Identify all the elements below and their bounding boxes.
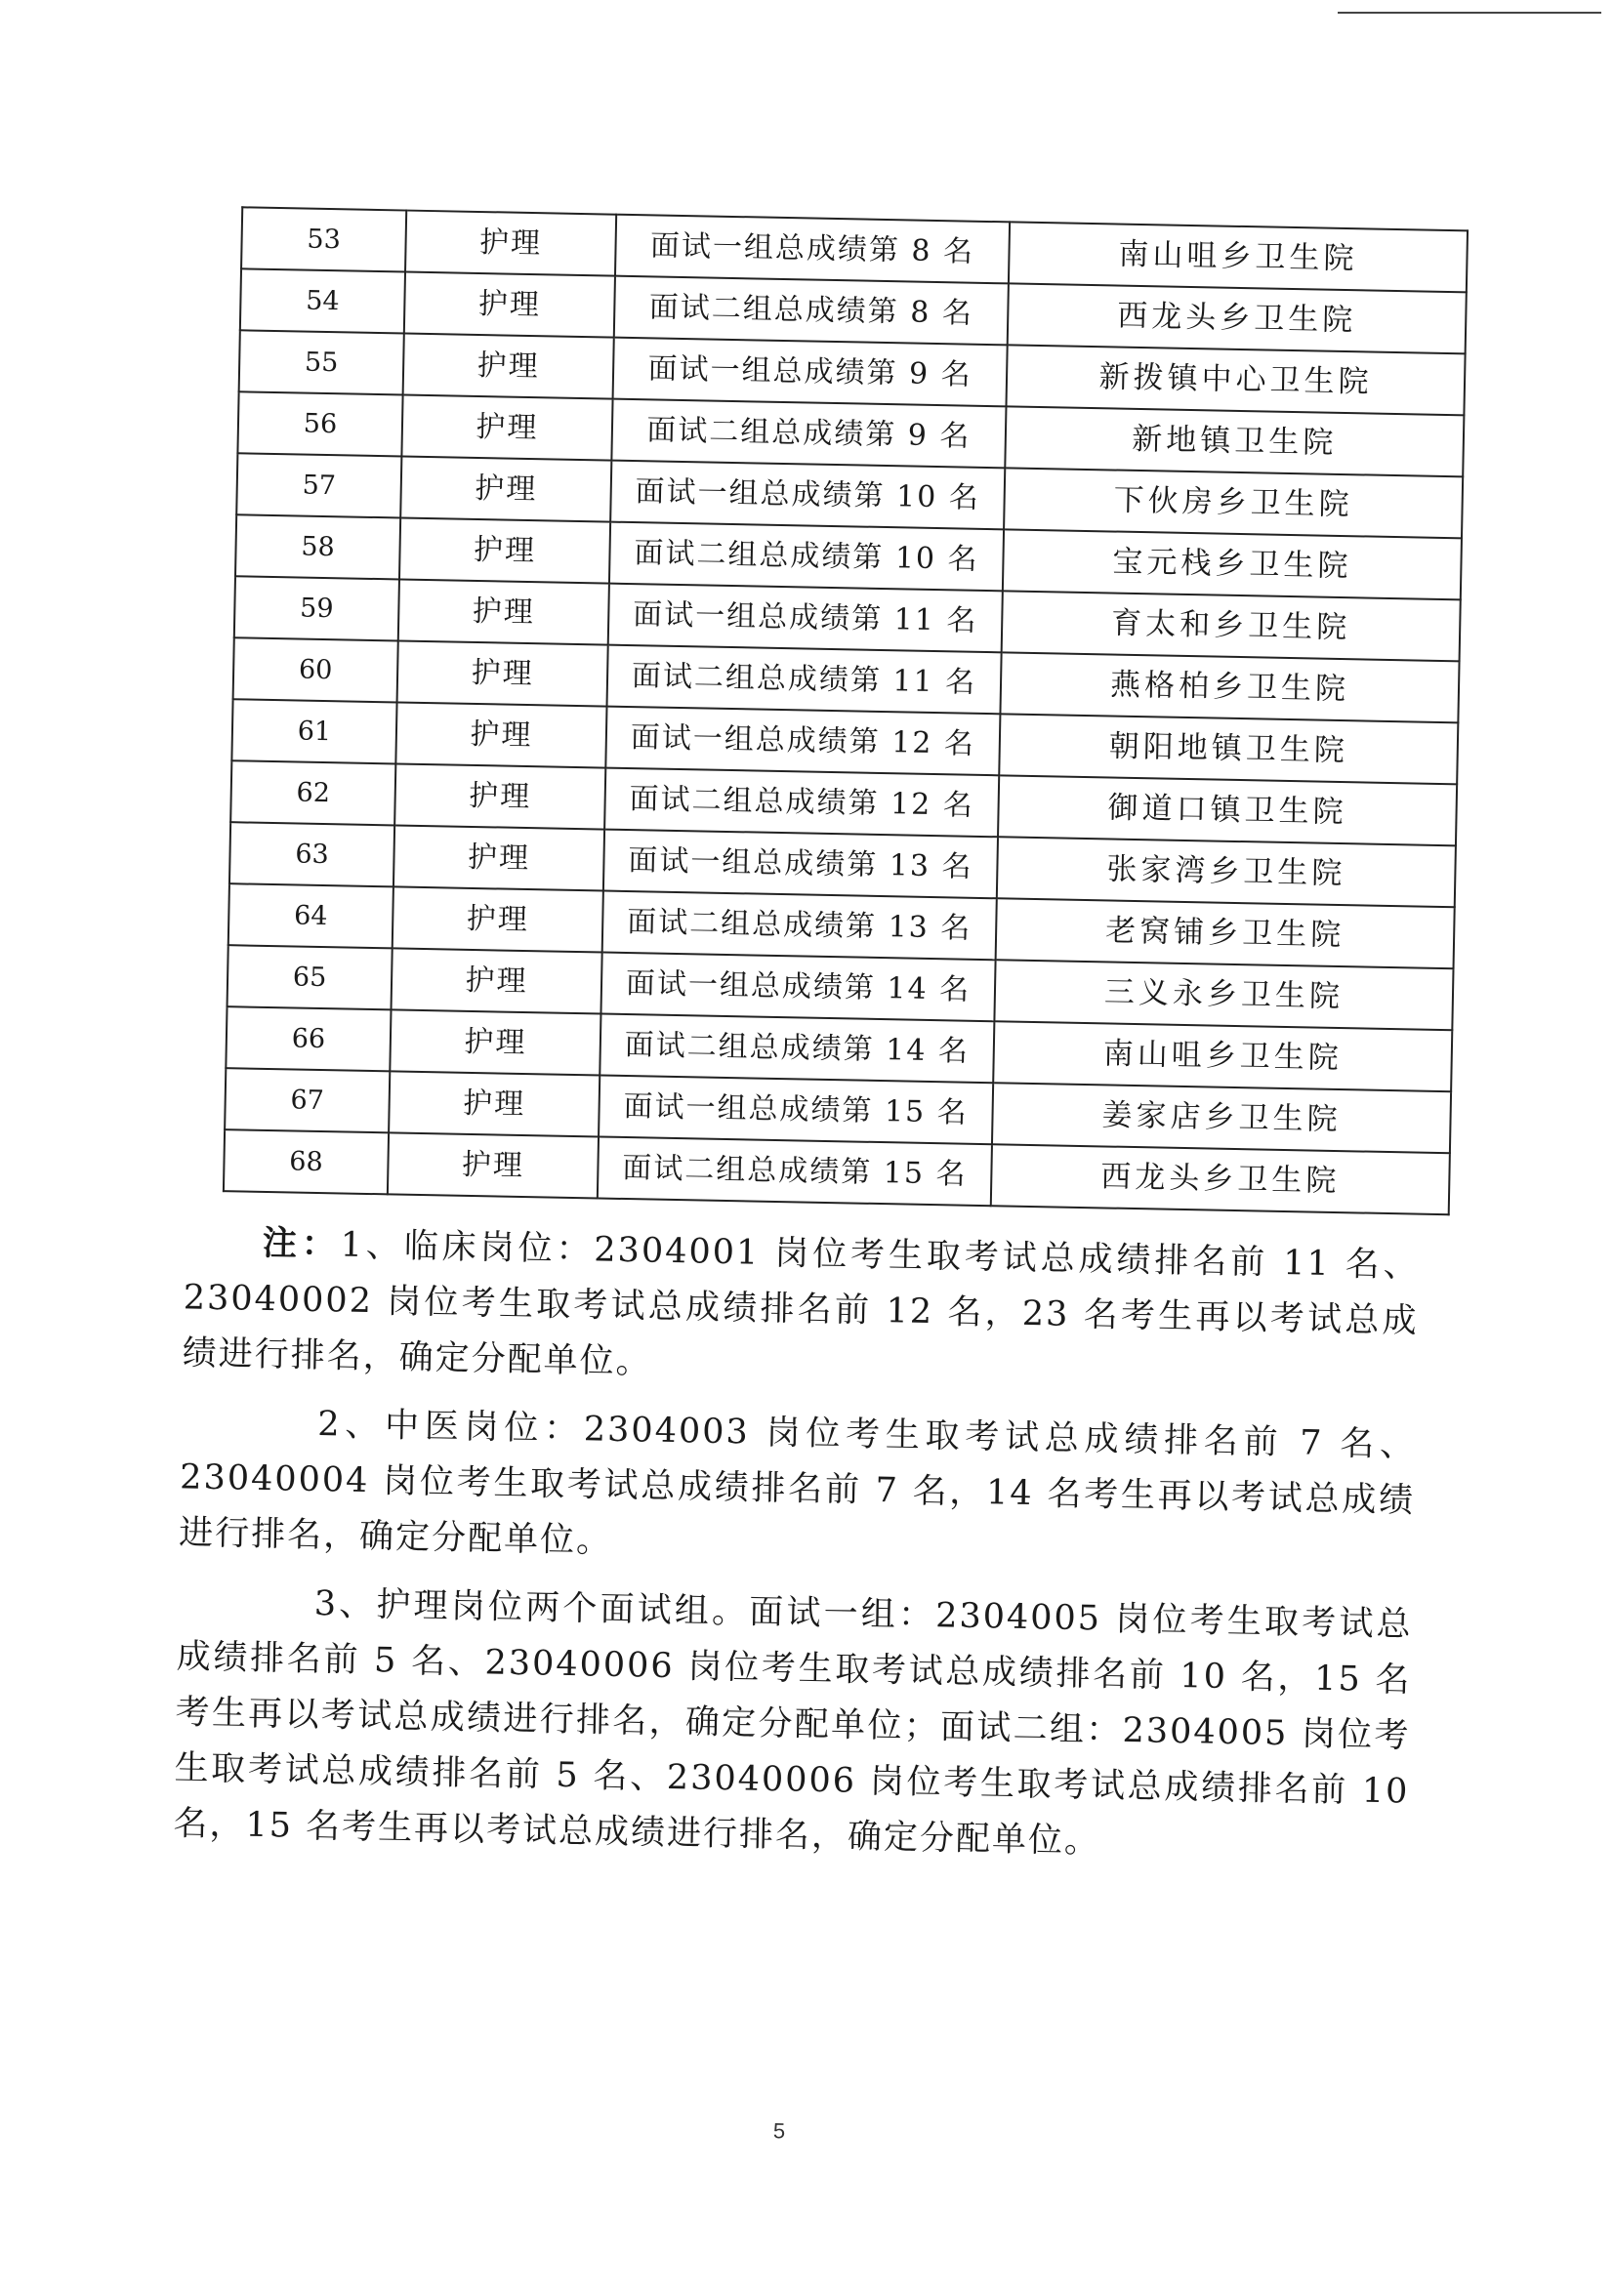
cell-rank: 面试二组总成绩第 10 名 [609,522,1004,592]
cell-unit: 新拨镇中心卫生院 [1006,345,1465,415]
cell-number: 64 [228,883,393,948]
cell-number: 55 [239,330,404,394]
cell-number: 57 [236,453,401,517]
cell-position: 护理 [397,640,608,706]
cell-unit: 御道口镇卫生院 [998,775,1457,845]
cell-position: 护理 [389,1071,600,1136]
cell-position: 护理 [401,395,612,461]
cell-number: 63 [229,822,394,886]
cell-unit: 姜家店乡卫生院 [992,1083,1451,1153]
cell-position: 护理 [395,702,606,767]
cell-unit: 育太和乡卫生院 [1002,591,1461,661]
notes-section [173,1213,1421,1888]
cell-position: 护理 [393,825,604,890]
cell-rank: 面试一组总成绩第 12 名 [605,707,1000,776]
page-number: 5 [772,2118,786,2144]
cell-unit: 朝阳地镇卫生院 [999,714,1458,784]
cell-number: 60 [233,637,398,702]
cell-rank: 面试二组总成绩第 13 名 [602,891,997,961]
cell-number: 53 [241,207,406,271]
cell-position: 护理 [405,211,616,276]
cell-rank: 面试二组总成绩第 15 名 [598,1136,992,1206]
cell-rank: 面试二组总成绩第 8 名 [614,276,1009,346]
cell-rank: 面试一组总成绩第 8 名 [615,215,1010,284]
cell-position: 护理 [393,886,603,952]
note-item [173,1574,1413,1875]
cell-unit: 宝元栈乡卫生院 [1003,529,1462,599]
cell-unit: 张家湾乡卫生院 [997,837,1456,907]
note-item [179,1394,1417,1584]
cell-position: 护理 [399,517,610,583]
cell-rank: 面试一组总成绩第 10 名 [610,461,1005,530]
cell-unit: 三义永乡卫生院 [994,960,1453,1030]
cell-position: 护理 [390,1009,600,1075]
cell-rank: 面试二组总成绩第 9 名 [611,399,1006,469]
cell-number: 59 [234,576,399,640]
cell-unit: 燕格柏乡卫生院 [1000,652,1459,722]
cell-number: 66 [226,1006,391,1071]
cell-number: 58 [235,514,400,579]
cell-rank: 面试一组总成绩第 13 名 [603,830,998,899]
cell-unit: 老窝铺乡卫生院 [996,898,1455,968]
cell-position: 护理 [404,272,615,338]
note-text: 2、中医岗位：2304003 岗位考生取考试总成绩排名前 7 名、23040004 岗位考生取考试总成绩排名前 7 名，14 名考生再以考试总成绩进行排名，确定分配单位。 [178,1405,1417,1561]
cell-rank: 面试二组总成绩第 12 名 [604,768,999,838]
cell-position: 护理 [392,948,602,1013]
cell-position: 护理 [403,334,614,399]
cell-number: 67 [225,1068,390,1132]
note-text: 3、护理岗位两个面试组。面试一组：2304005 岗位考生取考试总成绩排名前 5 名、23040006 岗位考生取考试总成绩排名前 10 名，15 名考生再以考试总成绩进行排名，确定分配单位；面试二组：2304005 岗位考生取考试总成绩排名前 5 名、23040006 岗位考生取考试总成绩排名前 10 名，15 名考生再以考试总成绩进行排名，确定分配单位。 [173,1583,1413,1862]
assignment-table-body [224,207,1468,1214]
cell-position: 护理 [388,1132,599,1198]
cell-unit: 南山咀乡卫生院 [993,1021,1452,1091]
cell-rank: 面试二组总成绩第 11 名 [607,645,1002,715]
cell-position: 护理 [400,456,611,521]
cell-rank: 面试二组总成绩第 14 名 [600,1014,994,1084]
note-text: 1、临床岗位：2304001 岗位考生取考试总成绩排名前 11 名、23040002 岗位考生取考试总成绩排名前 12 名，23 名考生再以考试总成绩进行排名，确定分配单位。 [182,1225,1421,1382]
cell-rank: 面试一组总成绩第 11 名 [608,584,1003,653]
note-item [182,1213,1420,1405]
cell-position: 护理 [398,579,609,644]
cell-rank: 面试一组总成绩第 9 名 [613,338,1008,407]
cell-rank: 面试一组总成绩第 14 名 [600,953,995,1022]
cell-number: 62 [230,760,395,825]
cell-number: 65 [228,945,393,1009]
assignment-table [223,206,1469,1215]
note-label: 注： [262,1222,342,1265]
cell-unit: 西龙头乡卫生院 [991,1144,1450,1214]
cell-unit: 西龙头乡卫生院 [1008,283,1467,353]
cell-unit: 新地镇卫生院 [1005,406,1464,476]
cell-rank: 面试一组总成绩第 15 名 [599,1076,993,1145]
cell-number: 54 [240,268,405,333]
cell-number: 61 [231,699,396,763]
cell-number: 56 [237,391,402,456]
cell-unit: 南山咀乡卫生院 [1009,222,1468,292]
cell-unit: 下伙房乡卫生院 [1004,468,1463,538]
cell-position: 护理 [394,763,605,829]
cell-number: 68 [224,1129,389,1194]
